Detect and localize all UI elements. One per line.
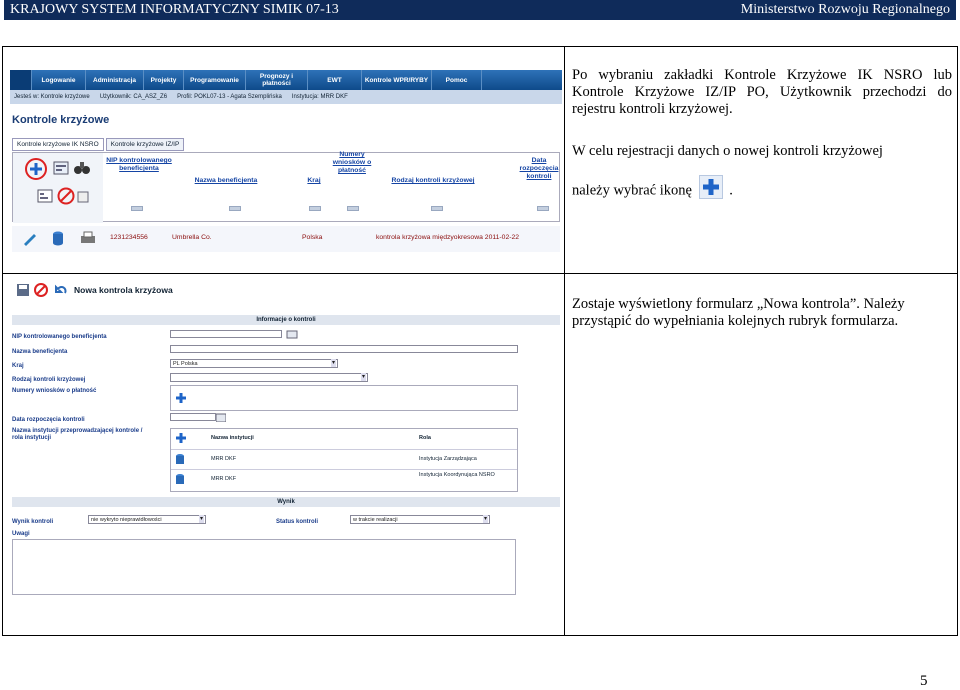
tab-bar xyxy=(12,138,184,151)
inst-row-name: MRR DKF xyxy=(211,476,237,482)
menu-item-login[interactable]: Logowanie xyxy=(32,70,86,90)
screenshot-registry xyxy=(10,70,562,256)
form-icon[interactable] xyxy=(37,189,53,203)
payment-numbers-box xyxy=(170,385,518,411)
sort-button-country[interactable] xyxy=(309,206,321,211)
tab-ik-nsro[interactable]: Kontrole krzyżowe IK NSRO xyxy=(12,138,104,151)
row-nip: 1231234556 xyxy=(110,234,148,241)
country-select[interactable]: PL Polska ▾ xyxy=(170,359,338,368)
nip-input[interactable] xyxy=(170,330,282,338)
label-status: Status kontroli xyxy=(276,519,319,525)
row-country: Polska xyxy=(302,234,323,241)
menu-spacer xyxy=(10,70,32,90)
user-info-bar xyxy=(10,90,562,104)
label-result: Wynik kontroli xyxy=(12,519,54,525)
menu-item-programming[interactable]: Programowanie xyxy=(184,70,246,90)
database-icon[interactable] xyxy=(175,453,185,467)
header-ministry: Ministerstwo Rozwoju Regionalnego xyxy=(740,2,950,17)
add-icon[interactable] xyxy=(25,158,47,180)
main-menu xyxy=(10,70,562,90)
paragraph-form-shown: Zostaje wyświetlony formularz „Nowa kontrola”. Należy przystąpić do wypełniania kolejnych rubryk formularza. xyxy=(572,296,905,329)
inst-col-role: Rola xyxy=(419,435,431,441)
name-input[interactable] xyxy=(170,345,518,353)
calendar-icon[interactable] xyxy=(216,413,226,422)
choose-icon-text: należy wybrać ikonę xyxy=(572,182,692,199)
sort-button-date[interactable] xyxy=(537,206,549,211)
userbar-user: Użytkownik: CA_ASZ_Z6 xyxy=(99,94,168,100)
label-institution: Nazwa instytucji przeprowadzającej kontrole / rola instytucji xyxy=(12,428,143,441)
result-select[interactable]: nie wykryto nieprawidłowości ▾ xyxy=(88,515,206,524)
label-country: Kraj xyxy=(12,363,24,369)
edit-icon[interactable] xyxy=(53,161,69,175)
control-type-select[interactable] xyxy=(170,373,368,382)
label-type: Rodzaj kontroli krzyżowej xyxy=(12,377,86,383)
inst-row-role: Instytucja Zarządzająca xyxy=(419,456,477,462)
binoculars-icon[interactable] xyxy=(73,159,91,175)
registry-grid-header xyxy=(12,152,560,222)
screenshot-new-control-form xyxy=(10,281,562,626)
lookup-icon[interactable] xyxy=(286,329,298,339)
inst-row-name: MRR DKF xyxy=(211,456,237,462)
delete-icon[interactable] xyxy=(57,187,75,205)
menu-item-admin[interactable]: Administracja xyxy=(86,70,144,90)
paragraph-choose-icon xyxy=(572,179,733,203)
back-icon[interactable] xyxy=(54,283,68,297)
row-type: kontrola krzyżowa międzyokresowa 2011-02-22 xyxy=(376,234,520,241)
inst-row-role: Instytucja Koordynująca NSRO xyxy=(419,472,495,478)
paragraph-register: W celu rejestracji danych o nowej kontroli krzyżowej xyxy=(572,143,883,159)
col-name[interactable]: Nazwa beneficjenta xyxy=(194,177,258,184)
sort-button-name[interactable] xyxy=(229,206,241,211)
document-header xyxy=(4,0,956,20)
table-row[interactable] xyxy=(171,449,517,469)
userbar-institution: Instytucja: MRR DKF xyxy=(291,94,348,100)
institution-table xyxy=(170,428,518,492)
label-date: Data rozpoczęcia kontroli xyxy=(12,417,85,423)
database-icon[interactable] xyxy=(52,230,64,246)
userbar-profile: Profil: POKL07-13 - Agata Szemplińska xyxy=(177,94,282,100)
add-institution-icon[interactable] xyxy=(175,432,187,444)
sort-button-type[interactable] xyxy=(431,206,443,211)
cancel-icon[interactable] xyxy=(34,283,48,297)
form-title: Nowa kontrola krzyżowa xyxy=(74,285,173,295)
menu-item-help[interactable]: Pomoc xyxy=(432,70,482,90)
section-result-header: Wynik xyxy=(12,497,560,507)
sort-button-numbers[interactable] xyxy=(347,206,359,211)
printer-icon[interactable] xyxy=(80,231,96,245)
menu-item-payments[interactable]: Prognozy i płatności xyxy=(246,70,308,90)
table-row[interactable] xyxy=(12,226,560,252)
row-name: Umbrella Co. xyxy=(172,234,212,241)
col-country[interactable]: Kraj xyxy=(307,177,321,184)
menu-item-controls[interactable]: Kontrole WPR/RYBY xyxy=(362,70,432,90)
label-name: Nazwa beneficjenta xyxy=(12,349,68,355)
section-info-header: Informacje o kontroli xyxy=(12,315,560,325)
table-row[interactable] xyxy=(171,469,517,491)
list-icon[interactable] xyxy=(77,191,89,203)
notes-textarea[interactable] xyxy=(12,539,516,595)
menu-item-projects[interactable]: Projekty xyxy=(144,70,184,90)
toolbar-column xyxy=(13,153,103,223)
date-input[interactable] xyxy=(170,413,216,421)
col-payment-numbers[interactable]: Numery wniosków o płatność xyxy=(332,151,372,174)
tab-iz-ip[interactable]: Kontrole krzyżowe IZ/IP xyxy=(106,138,185,151)
status-select[interactable]: w trakcie realizacji ▾ xyxy=(350,515,490,524)
col-control-type[interactable]: Rodzaj kontroli krzyżowej xyxy=(391,177,475,184)
database-icon[interactable] xyxy=(175,473,185,487)
header-title: KRAJOWY SYSTEM INFORMATYCZNY SIMIK 07-13 xyxy=(10,2,339,17)
plus-icon xyxy=(699,175,723,199)
pen-icon[interactable] xyxy=(22,232,38,246)
col-nip[interactable]: NIP kontrolowanego beneficjenta xyxy=(106,157,172,172)
label-nip: NIP kontrolowanego beneficjenta xyxy=(12,334,107,340)
label-numbers: Numery wniosków o płatność xyxy=(12,388,97,394)
menu-filler xyxy=(482,70,562,90)
table-vertical-divider xyxy=(564,46,565,636)
add-number-icon[interactable] xyxy=(175,392,187,404)
sort-button-nip[interactable] xyxy=(131,206,143,211)
page-title: Kontrole krzyżowe xyxy=(12,114,110,126)
userbar-module: Jesteś w: Kontrole krzyżowe xyxy=(14,94,90,100)
paragraph-intro: Po wybraniu zakładki Kontrole Krzyżowe IK NSRO lub Kontrole Krzyżowe IZ/IP PO, Użytkownik przechodzi do rejestru kontroli krzyżowej. xyxy=(572,67,952,117)
table-horizontal-divider xyxy=(2,273,958,274)
page-number: 5 xyxy=(920,673,928,689)
inst-col-name: Nazwa instytucji xyxy=(211,435,254,441)
label-notes: Uwagi xyxy=(12,531,30,537)
choose-icon-period: . xyxy=(729,182,733,199)
menu-item-ewt[interactable]: EWT xyxy=(308,70,362,90)
save-icon[interactable] xyxy=(16,283,30,297)
col-start-date[interactable]: Data rozpoczęcia kontroli xyxy=(519,157,559,180)
